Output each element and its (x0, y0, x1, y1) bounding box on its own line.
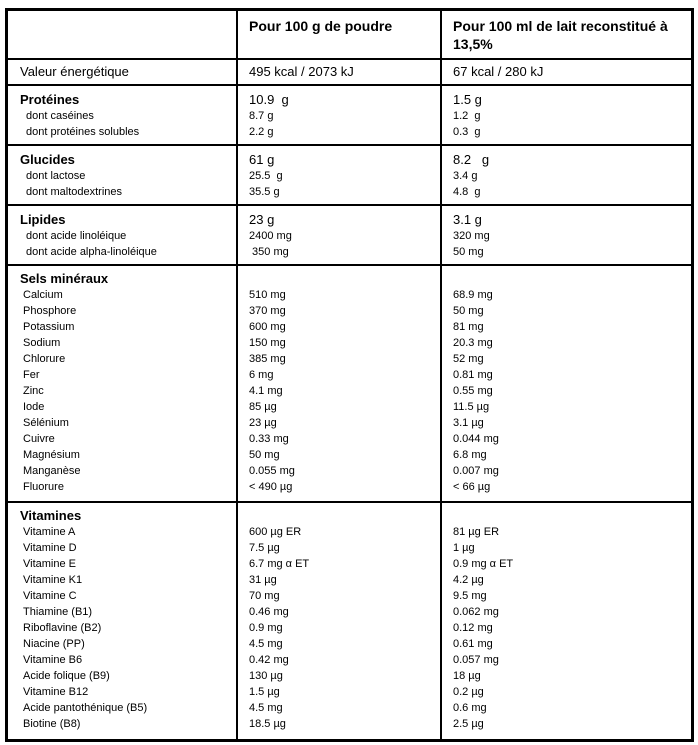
item-powder-value: 0.33 mg (249, 433, 289, 445)
item-milk-value: 6.8 mg (453, 449, 487, 461)
item-milk-value: 0.81 mg (453, 369, 493, 381)
energy-row (8, 60, 691, 86)
section-powder-column (249, 146, 439, 204)
item-label: Manganèse (23, 465, 81, 477)
item-milk-value: 1.2 g (453, 110, 481, 122)
section-label-column (20, 146, 235, 204)
item-milk-value: 3.1 µg (453, 417, 484, 429)
item-milk-value: 0.55 mg (453, 385, 493, 397)
section-milk-value (453, 508, 683, 524)
section-powder-column (249, 266, 439, 501)
item-label: Riboflavine (B2) (23, 622, 102, 634)
item-milk-value: 52 mg (453, 353, 484, 365)
item-powder-value: 18.5 µg (249, 718, 286, 730)
item-label: Acide folique (B9) (23, 670, 110, 682)
section-0 (8, 86, 691, 146)
section-title: Glucides (20, 152, 75, 167)
item-milk-value: 3.4 g (453, 170, 478, 182)
section-powder-value: 61 g (249, 152, 275, 167)
section-powder-value: 23 g (249, 212, 275, 227)
item-label: dont maltodextrines (26, 186, 122, 198)
item-milk-value: 50 mg (453, 305, 484, 317)
item-milk-value: 81 mg (453, 321, 484, 333)
item-label: Vitamine C (23, 590, 77, 602)
item-label: Vitamine D (23, 542, 77, 554)
item-milk-value: 0.3 g (453, 126, 481, 138)
item-label: dont acide linoléique (26, 230, 127, 242)
item-label: Vitamine K1 (23, 574, 83, 586)
item-powder-value: 0.42 mg (249, 654, 289, 666)
header-milk: Pour 100 ml de lait reconstitué à 13,5% (453, 18, 668, 52)
section-milk-value: 3.1 g (453, 212, 482, 227)
item-powder-value: < 490 µg (249, 481, 293, 493)
item-powder-value: 350 mg (249, 246, 289, 258)
item-label: dont acide alpha-linoléique (26, 246, 157, 258)
item-milk-value: 1 µg (453, 542, 475, 554)
item-milk-value: 0.9 mg α ET (453, 558, 514, 570)
item-powder-value: 2400 mg (249, 230, 292, 242)
section-1 (8, 146, 691, 206)
item-milk-value: < 66 µg (453, 481, 491, 493)
item-powder-value: 2.2 g (249, 126, 274, 138)
energy-powder: 495 kcal / 2073 kJ (249, 64, 354, 79)
item-powder-value: 70 mg (249, 590, 280, 602)
item-powder-value: 1.5 µg (249, 686, 280, 698)
item-powder-value: 4.1 mg (249, 385, 283, 397)
item-milk-value: 50 mg (453, 246, 484, 258)
item-milk-value: 0.062 mg (453, 606, 499, 618)
item-powder-value: 150 mg (249, 337, 286, 349)
section-title: Sels minéraux (20, 271, 109, 286)
item-label: Sélénium (23, 417, 69, 429)
energy-label: Valeur énergétique (20, 64, 129, 79)
item-label: Fer (23, 369, 40, 381)
section-title: Lipides (20, 212, 66, 227)
section-label-column (20, 266, 235, 501)
item-powder-value: 0.9 mg (249, 622, 283, 634)
section-milk-column (453, 206, 683, 264)
section-powder-column (249, 503, 439, 739)
item-label: Fluorure (23, 481, 64, 493)
section-powder-column (249, 206, 439, 264)
item-powder-value: 4.5 mg (249, 638, 283, 650)
section-milk-column (453, 503, 683, 739)
section-milk-value (453, 271, 683, 287)
section-label-column (20, 206, 235, 264)
item-label: Phosphore (23, 305, 77, 317)
section-powder-value: 10.9 g (249, 92, 289, 107)
item-milk-value: 0.057 mg (453, 654, 499, 666)
item-powder-value: 35.5 g (249, 186, 280, 198)
item-milk-value: 68.9 mg (453, 289, 493, 301)
section-4 (8, 503, 691, 739)
item-milk-value: 18 µg (453, 670, 481, 682)
item-milk-value: 20.3 mg (453, 337, 493, 349)
item-label: Niacine (PP) (23, 638, 85, 650)
section-2 (8, 206, 691, 266)
item-milk-value: 0.007 mg (453, 465, 499, 477)
item-label: Cuivre (23, 433, 55, 445)
item-milk-value: 2.5 µg (453, 718, 484, 730)
item-powder-value: 385 mg (249, 353, 286, 365)
section-milk-value: 1.5 g (453, 92, 482, 107)
item-milk-value: 0.044 mg (453, 433, 499, 445)
item-label: dont caséines (26, 110, 94, 122)
item-milk-value: 9.5 mg (453, 590, 487, 602)
item-label: Chlorure (23, 353, 66, 365)
section-powder-column (249, 86, 439, 144)
item-powder-value: 0.055 mg (249, 465, 295, 477)
item-powder-value: 7.5 µg (249, 542, 280, 554)
item-powder-value: 6.7 mg α ET (249, 558, 310, 570)
item-powder-value: 85 µg (249, 401, 277, 413)
section-milk-column (453, 86, 683, 144)
item-powder-value: 370 mg (249, 305, 286, 317)
item-label: Vitamine B12 (23, 686, 89, 698)
item-powder-value: 600 mg (249, 321, 286, 333)
item-label: Biotine (B8) (23, 718, 81, 730)
item-label: Vitamine B6 (23, 654, 83, 666)
item-milk-value: 0.2 µg (453, 686, 484, 698)
item-label: Vitamine A (23, 526, 76, 538)
item-powder-value: 23 µg (249, 417, 277, 429)
section-title: Protéines (20, 92, 80, 107)
section-label-column (20, 86, 235, 144)
item-powder-value: 4.5 mg (249, 702, 283, 714)
nutrition-table (5, 8, 694, 742)
header-row (8, 11, 691, 60)
item-label: Vitamine E (23, 558, 76, 570)
item-label: dont lactose (26, 170, 86, 182)
item-label: Zinc (23, 385, 44, 397)
section-milk-column (453, 266, 683, 501)
item-label: Thiamine (B1) (23, 606, 93, 618)
item-label: Magnésium (23, 449, 80, 461)
item-label: dont protéines solubles (26, 126, 140, 138)
section-label-column (20, 503, 235, 739)
item-milk-value: 0.61 mg (453, 638, 493, 650)
item-powder-value: 50 mg (249, 449, 280, 461)
item-powder-value: 6 mg (249, 369, 274, 381)
item-milk-value: 11.5 µg (453, 401, 490, 413)
item-powder-value: 31 µg (249, 574, 277, 586)
header-powder: Pour 100 g de poudre (249, 18, 393, 34)
item-milk-value: 320 mg (453, 230, 490, 242)
item-powder-value: 8.7 g (249, 110, 274, 122)
item-label: Acide pantothénique (B5) (23, 702, 148, 714)
item-milk-value: 4.2 µg (453, 574, 484, 586)
section-milk-value: 8.2 g (453, 152, 490, 167)
item-label: Calcium (23, 289, 63, 301)
item-label: Sodium (23, 337, 61, 349)
item-powder-value: 600 µg ER (249, 526, 302, 538)
item-milk-value: 81 µg ER (453, 526, 500, 538)
header-col1 (20, 11, 235, 58)
item-milk-value: 0.12 mg (453, 622, 493, 634)
item-powder-value: 130 µg (249, 670, 283, 682)
item-powder-value: 25.5 g (249, 170, 283, 182)
section-powder-value (249, 508, 439, 524)
section-milk-column (453, 146, 683, 204)
item-powder-value: 510 mg (249, 289, 286, 301)
item-milk-value: 0.6 mg (453, 702, 487, 714)
item-powder-value: 0.46 mg (249, 606, 289, 618)
section-3 (8, 266, 691, 503)
item-milk-value: 4.8 g (453, 186, 481, 198)
item-label: Potassium (23, 321, 75, 333)
energy-milk: 67 kcal / 280 kJ (453, 64, 544, 79)
item-label: Iode (23, 401, 45, 413)
section-powder-value (249, 271, 439, 287)
section-title: Vitamines (20, 508, 82, 523)
